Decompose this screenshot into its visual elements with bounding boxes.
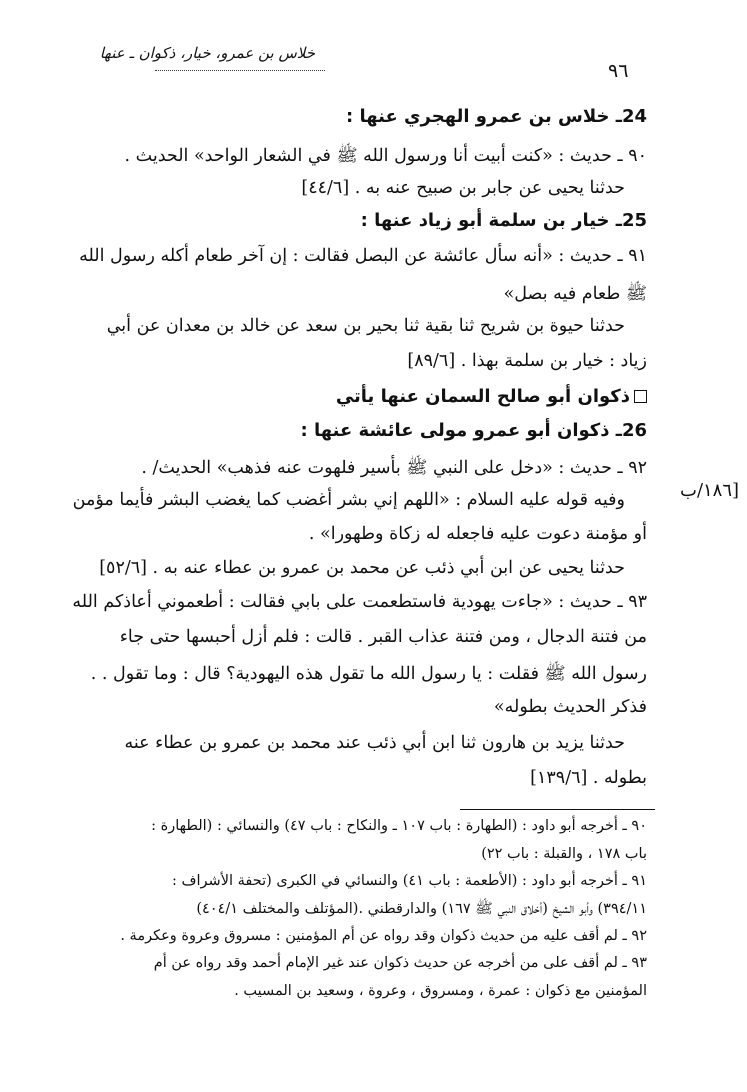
footnote-90-cont: باب ١٧٨ ، والقبلة : باب ٢٢) xyxy=(481,846,647,862)
header-dotted-rule xyxy=(155,70,325,71)
hadith-93-cont-3: فذكر الحديث بطوله» xyxy=(493,697,647,717)
hadith-93: ٩٣ ـ حديث : «جاءت يهودية فاستطعمت على بابي فقالت : أطعموني أعاذكم الله xyxy=(72,592,647,612)
isnad-92: حدثنا يحيى عن ابن أبي ذئب عن محمد بن عمرو بن عطاء عنه به . [٥٢/٦] xyxy=(99,558,625,578)
footnote-91: ٩١ ـ أخرجه أبو داود : (الأطعمة : باب ٤١) والنسائي في الكبرى (تحفة الأشراف : xyxy=(171,873,647,889)
isnad-90: حدثنا يحيى عن جابر بن صبيح عنه به . [٤٤/٦] xyxy=(301,178,625,198)
hadith-91: ٩١ ـ حديث : «أنه سأل عائشة عن البصل فقالت : إن آخر طعام أكله رسول الله xyxy=(79,246,647,266)
cross-reference-text: ذكوان أبو صالح السمان عنها يأتي xyxy=(335,386,630,407)
hadith-92-addition: وفيه قوله عليه السلام : «اللهم إني بشر أغضب كما يغضب البشر فأيما مؤمن xyxy=(72,490,625,510)
footnote-93-cont: المؤمنين مع ذكوان : عمرة ، ومسروق ، وعروة ، وسعيد بن المسيب . xyxy=(234,983,647,999)
cross-reference xyxy=(58,386,647,407)
page-number: ٩٦ xyxy=(608,60,629,82)
running-header: خلاس بن عمرو، خيار، ذكوان ـ عنها xyxy=(99,44,315,62)
hadith-93-cont-1: من فتنة الدجال ، ومن فتنة عذاب القبر . قالت : فلم أزل أحبسها حتى جاء xyxy=(119,627,647,647)
hadith-92-addition-cont: أو مؤمنة دعوت عليه فاجعله له زكاة وطهورا» . xyxy=(308,524,647,544)
footnote-separator xyxy=(460,809,655,810)
margin-folio-note: ١٨٦/ب] xyxy=(680,480,740,501)
isnad-91-cont: زياد : خيار بن سلمة بهذا . [٨٩/٦] xyxy=(407,351,647,371)
heading-24: 24ـ خلاس بن عمرو الهجري عنها : xyxy=(346,106,647,127)
footnote-91-cont: ٣٩٤/١١) وأبو الشيخ (أخلاق النبي ﷺ ١٦٧) والدارقطني .(المؤتلف والمختلف ٤٠٤/١) xyxy=(196,901,647,917)
footnote-93: ٩٣ ـ لم أقف على من أخرجه عن حديث ذكوان عند غير الإمام أحمد وقد رواه عن أم xyxy=(153,955,647,971)
hadith-92: ٩٢ ـ حديث : «دخل على النبي ﷺ بأسير فلهوت عنه فذهب» الحديث/ . xyxy=(141,458,647,478)
isnad-93: حدثنا يزيد بن هارون ثنا ابن أبي ذئب عند محمد بن عمرو بن عطاء عنه xyxy=(124,733,625,753)
square-bullet-icon xyxy=(634,390,647,403)
hadith-91-cont: ﷺ طعام فيه بصل» xyxy=(503,284,647,304)
hadith-93-cont-2: رسول الله ﷺ فقلت : يا رسول الله ما تقول هذه اليهودية؟ قال : وما تقول . . xyxy=(90,664,647,684)
hadith-90: ٩٠ ـ حديث : «كنت أبيت أنا ورسول الله ﷺ في الشعار الواحد» الحديث . xyxy=(124,146,647,166)
isnad-91: حدثنا حيوة بن شريح ثنا بقية ثنا بحير بن سعد عن خالد بن معدان عن أبي xyxy=(106,316,625,336)
heading-25: 25ـ خيار بن سلمة أبو زياد عنها : xyxy=(360,210,647,231)
isnad-93-cont: بطوله . [١٣٩/٦] xyxy=(530,768,647,788)
heading-26: 26ـ ذكوان أبو عمرو مولى عائشة عنها : xyxy=(300,420,647,441)
footnote-92: ٩٢ ـ لم أقف عليه من حديث ذكوان وقد رواه عن أم المؤمنين : مسروق وعروة وعكرمة . xyxy=(120,928,647,944)
footnote-90: ٩٠ ـ أخرجه أبو داود : (الطهارة : باب ١٠٧ ـ والنكاح : باب ٤٧) والنسائي : (الطهارة : xyxy=(151,818,647,834)
